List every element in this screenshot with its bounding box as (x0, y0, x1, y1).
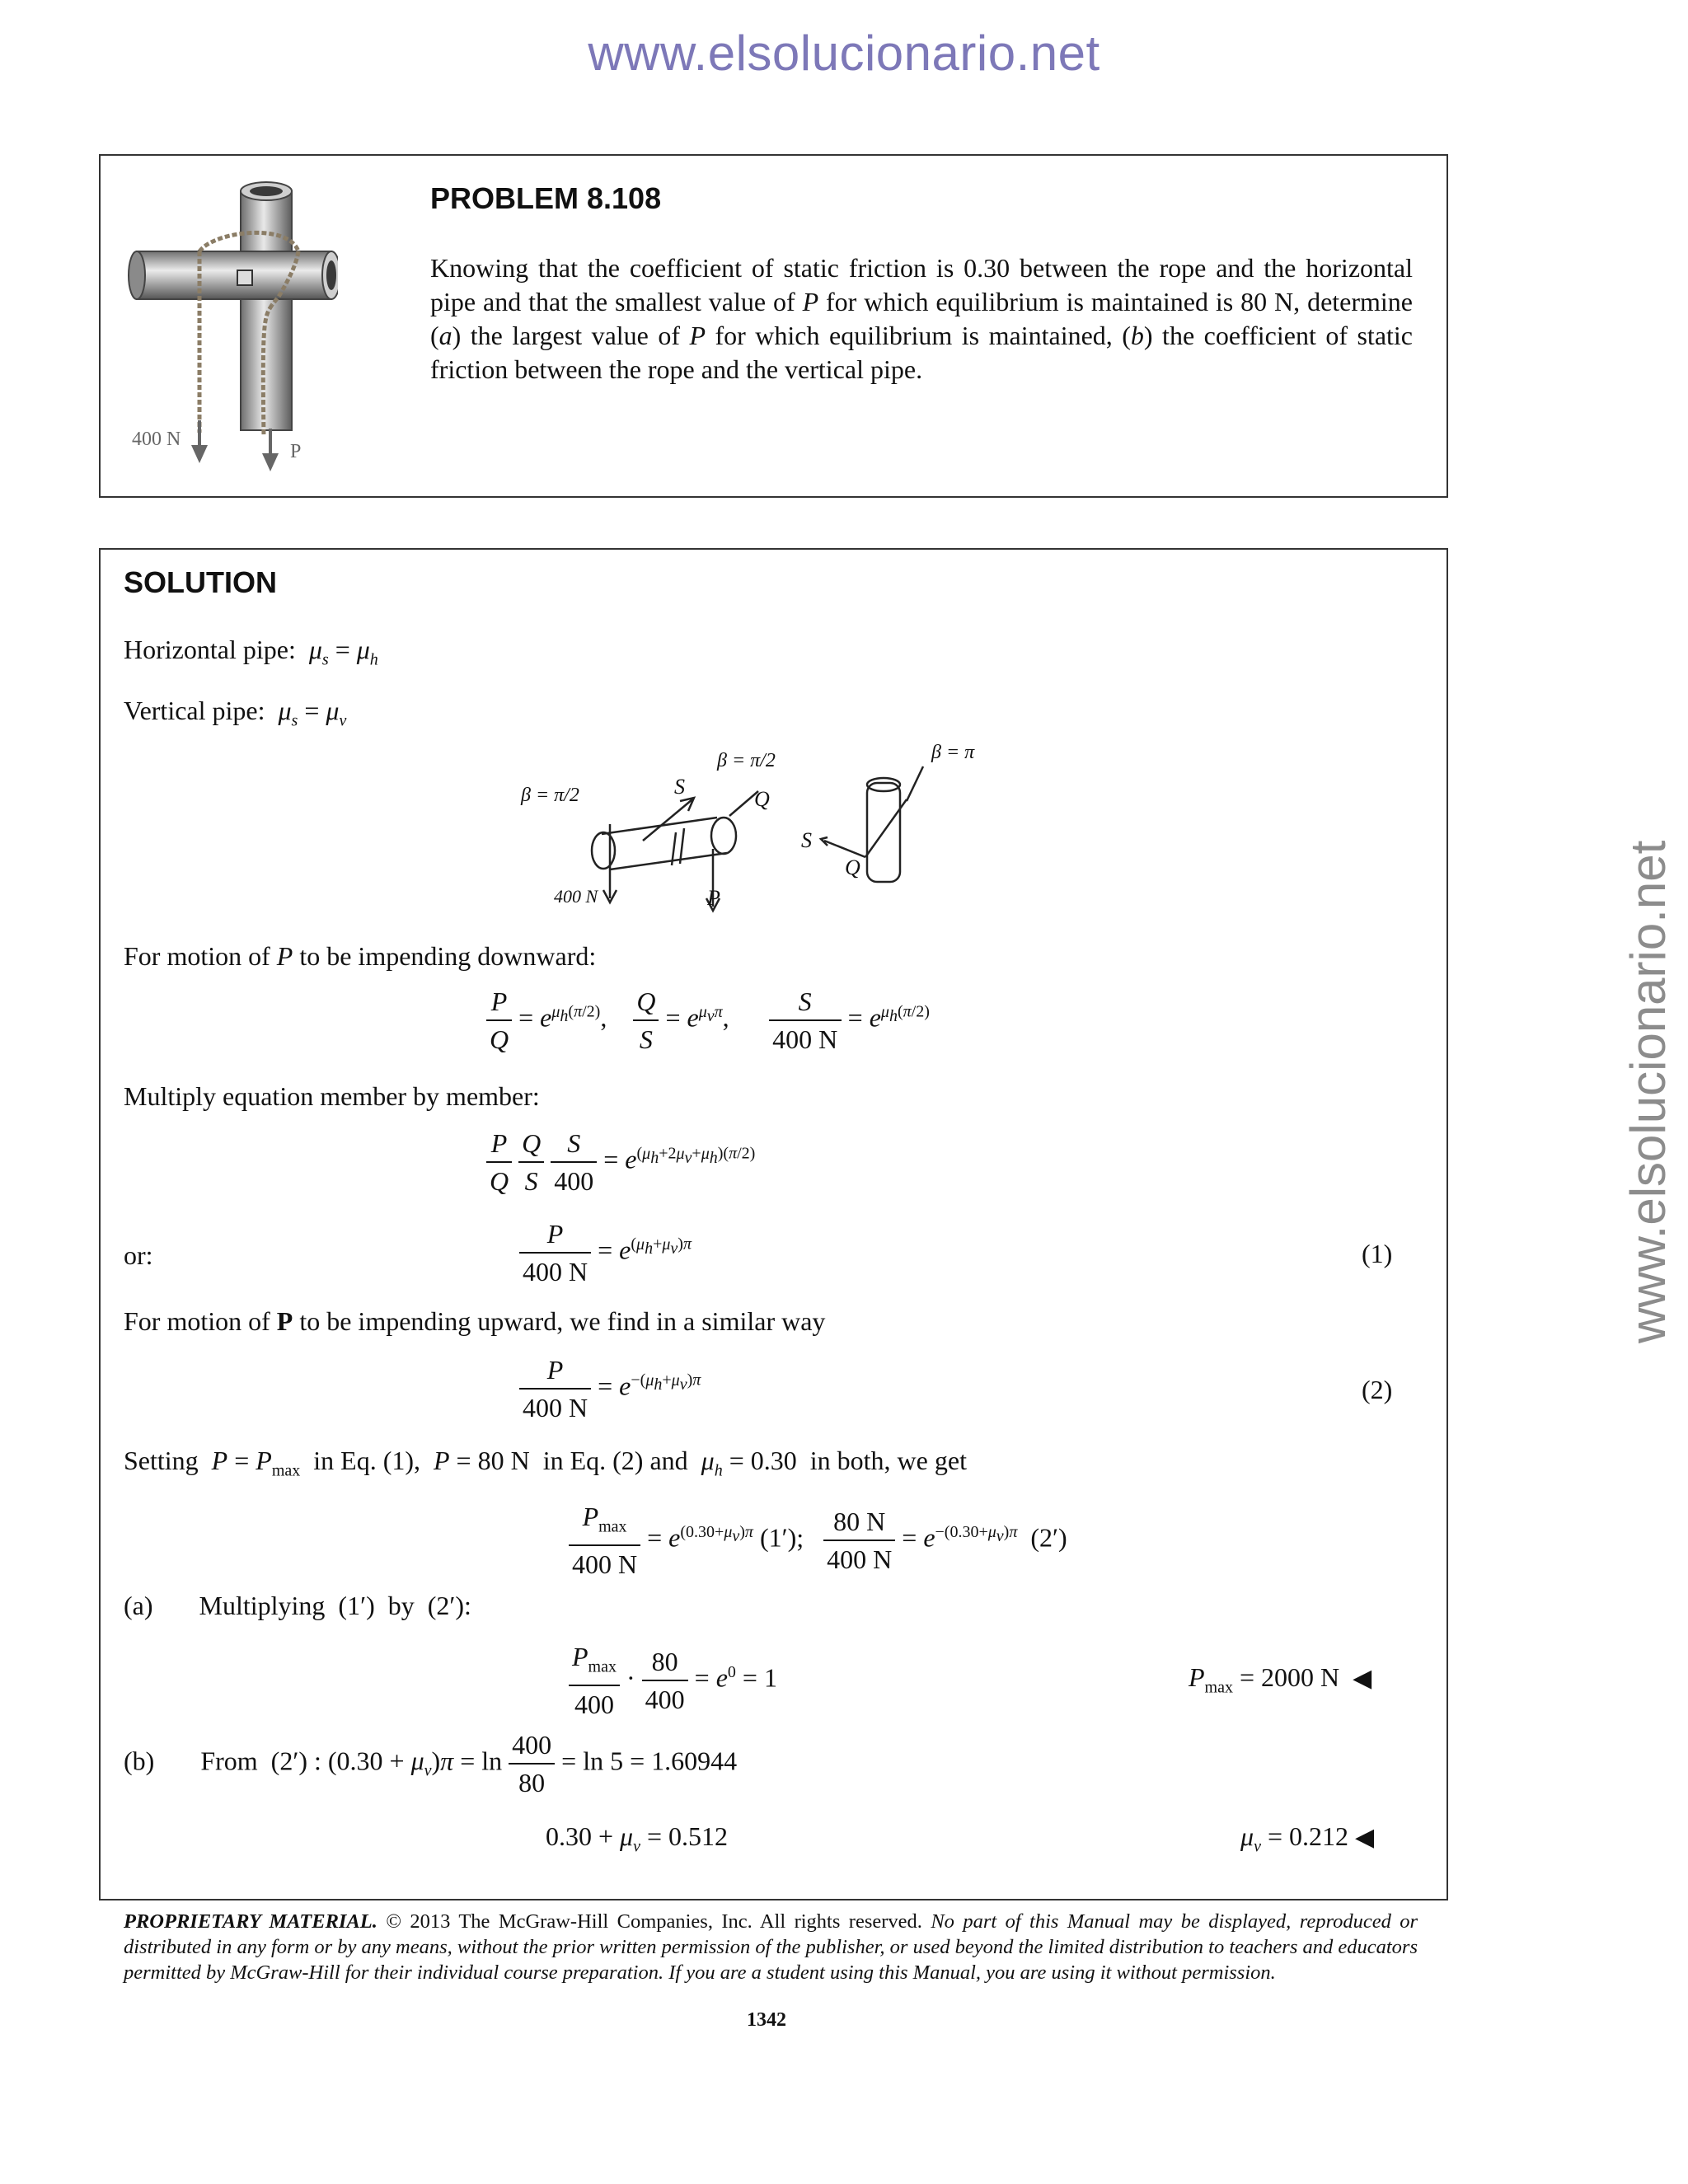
downward-equations: $\frac{P}{Q}$ = $e^{\mu_h(\pi/2)}$, $\frac{Q}{S}$ = $e^{\mu_v\pi}$, $\frac{S}{400 N}$ = $e^{\mu_h(\pi/2)}$ (486, 983, 930, 1057)
problem-statement: Knowing that the coefficient of static friction is 0.30 between the rope and the horizontal pipe and that the smallest value of P for which equilibrium is maintained is 80 N, determine (a) the largest value of P for which equilibrium is maintained, (b) the coefficient of static friction between the rope and the vertical pipe. (430, 253, 1414, 384)
upward-intro: For motion of P to be impending upward, we find in a similar way (124, 1306, 826, 1336)
sketch-label-400n: 400 N (554, 886, 598, 907)
sketch-label-p: P (707, 886, 720, 910)
watermark-side: www.elsolucionario.net (1620, 840, 1676, 1343)
label-400n: 400 N (132, 429, 181, 450)
label-p: P (290, 441, 302, 462)
solution-title: SOLUTION (124, 565, 277, 599)
part-a-line: (a) Multiplying (1′) by (2′): (124, 1591, 471, 1620)
multiply-text: Multiply equation member by member: (124, 1081, 540, 1111)
equation-2: $\frac{P}{400 N}$ = $e^{-(\mu_h+\mu_v)\pi}$ (519, 1352, 701, 1426)
sketch-label-s: S (674, 775, 685, 799)
copyright-footer: PROPRIETARY MATERIAL. © 2013 The McGraw-Hill Companies, Inc. All rights reserved. No part of this Manual may be displayed, reproduced or distributed in any form or by any means, without the prior written permission of the publisher, or used beyond the limited distribution to teachers and educators permitted by McGraw-Hill for their individual course preparation. If you are a student using this Manual, you are using it without permission. (124, 1910, 1418, 1984)
watermark-top: www.elsolucionario.net (588, 26, 1100, 81)
downward-intro: For motion of P to be impending downward: (124, 941, 597, 971)
equation-1-tag: (1) (1362, 1239, 1393, 1268)
sketch-label-beta-left: β = π/2 (521, 785, 579, 806)
equation-2-tag: (2) (1362, 1375, 1393, 1404)
product-equation: $\frac{P}{Q}$ $\frac{Q}{S}$ $\frac{S}{400}$ = $e^{(\mu_h+2\mu_v+\mu_h)(\pi/2)}$ (486, 1125, 755, 1199)
or-label: or: (124, 1240, 153, 1270)
problem-title: PROBLEM 8.108 (430, 181, 662, 215)
answer-b: $\mu_v = 0.212$ ◀ (1240, 1821, 1375, 1856)
horizontal-pipe-line: Horizontal pipe: $\mu_s = \mu_h$ (124, 635, 378, 669)
sketch-label-s2: S (801, 828, 812, 852)
sketch-label-beta-right: β = π (931, 742, 975, 763)
setting-line: Setting $P = P_{max}$ in Eq. (1), P = 80 N in Eq. (2) and $\mu_h = 0.30$ in both, we get (124, 1446, 967, 1480)
part-a-equation: $\frac{P_{max}}{400}$ · $\frac{80}{400}$ = $e^0 = 1$ (569, 1638, 777, 1722)
sketch-label-q2: Q (845, 855, 860, 879)
answer-a: $P_{max} = 2000$ N ◀ (1189, 1662, 1372, 1697)
vertical-pipe-line: Vertical pipe: $\mu_s = \mu_v$ (124, 696, 347, 730)
equation-1: $\frac{P}{400 N}$ = $e^{(\mu_h+\mu_v)\pi}$ (519, 1216, 692, 1290)
sketch-label-beta-mid: β = π/2 (717, 750, 776, 771)
sketch-label-q: Q (754, 787, 770, 811)
page-number: 1342 (747, 2009, 786, 2031)
substituted-equations: $\frac{P_{max}}{400 N}$ = $e^{(0.30+\mu_v)\pi}$ (1′); $\frac{80 N}{400 N}$ = $e^{-(0.30+\mu_v)\pi}$ (2′) (569, 1498, 1067, 1582)
part-b-result: $0.30 + \mu_v = 0.512$ (546, 1821, 729, 1856)
part-b-line: (b) From (2′) : $(0.30 + \mu_v)\pi = \ln$ $\frac{400}{80}$ = ln 5 = 1.60944 (124, 1727, 737, 1801)
